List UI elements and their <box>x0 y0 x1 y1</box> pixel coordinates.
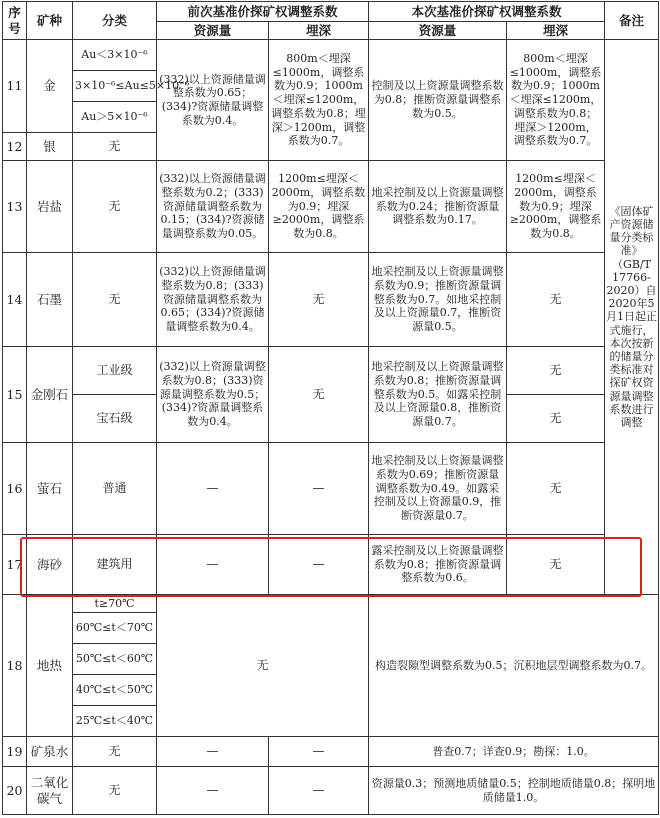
curr-depth-cell: 无 <box>507 535 605 595</box>
mineral-adjustment-table <box>2 1 659 815</box>
category-cell: 工业级 <box>73 347 157 395</box>
category-cell: 无 <box>73 253 157 347</box>
category-cell: 3×10⁻⁶≤Au≤5×10⁻⁶ <box>73 71 157 102</box>
prev-depth-cell: 无 <box>269 253 369 347</box>
category-cell: 60℃≤t＜70℃ <box>73 613 157 644</box>
curr-depth-cell: 无 <box>507 253 605 347</box>
prev-resource-cell: (332)以上资源储量调整系数为0.65；(334)?资源储量调整系数为0.4。 <box>157 40 269 161</box>
curr-resource-cell: 地采控制及以上资源量调整系数为0.8；推断资源量调整系数为0.5。如露采控制及以上资源量0.8，推断资源量0.7。 <box>369 347 507 443</box>
mineral-name: 地热 <box>27 595 73 737</box>
header-curr-depth: 埋深 <box>507 22 605 40</box>
header-prev-group: 前次基准价探矿权调整系数 <box>157 2 369 22</box>
row-no: 12 <box>3 133 27 161</box>
prev-resource-cell: — <box>157 767 269 815</box>
mineral-name: 金刚石 <box>27 347 73 443</box>
mineral-name: 金 <box>27 40 73 133</box>
prev-depth-cell: 800m＜埋深≤1000m，调整系数为0.9；1000m＜埋深≤1200m，调整系数为0.8；埋深＞1200m，调整系数为0.7。 <box>269 40 369 161</box>
prev-depth-cell: — <box>269 535 369 595</box>
category-cell: 无 <box>73 767 157 815</box>
remark-cell: 《固体矿产资源储量分类标准》（GB/T 17766-2020）自2020年5月1日起正式施行，本次按新的储量分类标准对探矿权资源量调整系数进行调整 <box>605 40 659 595</box>
category-cell: Au＞5×10⁻⁶ <box>73 102 157 133</box>
row-no: 13 <box>3 161 27 253</box>
curr-resource-cell: 地采控制及以上资源量调整系数为0.9；推断资源量调整系数为0.7。如地采控制及以上资源量0.7，推断资源量0.5。 <box>369 253 507 347</box>
row-no: 19 <box>3 737 27 767</box>
prev-depth-cell: 1200m≤埋深＜2000m，调整系数为0.9；埋深≥2000m，调整系数为0.8。 <box>269 161 369 253</box>
row-no: 17 <box>3 535 27 595</box>
prev-resource-cell: (332)以上资源储量调整系数为0.2；(333)资源储量调整系数为0.15；(334)?资源储量调整系数为0.05。 <box>157 161 269 253</box>
header-curr-group: 本次基准价探矿权调整系数 <box>369 2 605 22</box>
header-prev-depth: 埋深 <box>269 22 369 40</box>
header-curr-resource: 资源量 <box>369 22 507 40</box>
curr-depth-cell: 800m＜埋深≤1000m，调整系数为0.9；1000m＜埋深≤1200m，调整系数为0.8；埋深＞1200m，调整系数为0.7。 <box>507 40 605 161</box>
curr-resource-cell: 控制及以上资源量调整系数为0.8；推断资源量调整系数为0.5。 <box>369 40 507 161</box>
category-cell: 40℃≤t＜50℃ <box>73 675 157 706</box>
header-mineral: 矿种 <box>27 2 73 40</box>
category-cell: Au＜3×10⁻⁶ <box>73 40 157 71</box>
curr-depth-cell: 1200m≤埋深＜2000m，调整系数为0.9；埋深≥2000m，调整系数为0.8。 <box>507 161 605 253</box>
header-prev-resource: 资源量 <box>157 22 269 40</box>
row-no: 11 <box>3 40 27 133</box>
prev-depth-cell: 无 <box>269 347 369 443</box>
prev-resource-cell: — <box>157 443 269 535</box>
category-cell: 无 <box>73 161 157 253</box>
prev-resource-cell: (332)以上资源量调整系数为0.8；(333)资源量调整系数为0.5；(334)?资源量调整系数为0.4。 <box>157 347 269 443</box>
category-cell: 建筑用 <box>73 535 157 595</box>
prev-cell: 无 <box>157 595 369 737</box>
header-category: 分类 <box>73 2 157 40</box>
category-cell: 25℃≤t＜40℃ <box>73 706 157 737</box>
category-cell: 无 <box>73 737 157 767</box>
header-no: 序号 <box>3 2 27 40</box>
prev-resource-cell: (332)以上资源储量调整系数为0.8；(333)资源储量调整系数为0.65；(334)?资源储量调整系数为0.4。 <box>157 253 269 347</box>
prev-resource-cell: — <box>157 535 269 595</box>
prev-depth-cell: — <box>269 443 369 535</box>
prev-depth-cell: — <box>269 767 369 815</box>
mineral-name: 海砂 <box>27 535 73 595</box>
curr-resource-cell: 地采控制及以上资源量调整系数为0.69；推断资源量调整系数为0.49。如露采控制及以上资源量0.9，推断资源量0.7。 <box>369 443 507 535</box>
curr-cell: 构造裂隙型调整系数为0.5；沉积地层型调整系数为0.7。 <box>369 595 659 737</box>
curr-resource-cell: 地采控制及以上资源量调整系数为0.24；推断资源量调整系数为0.17。 <box>369 161 507 253</box>
category-cell: 50℃≤t＜60℃ <box>73 644 157 675</box>
curr-depth-cell: 无 <box>507 347 605 395</box>
row-no: 20 <box>3 767 27 815</box>
row-no: 15 <box>3 347 27 443</box>
prev-resource-cell: — <box>157 737 269 767</box>
mineral-name: 岩盐 <box>27 161 73 253</box>
row-no: 16 <box>3 443 27 535</box>
row-no: 18 <box>3 595 27 737</box>
mineral-name: 银 <box>27 133 73 161</box>
category-cell: 无 <box>73 133 157 161</box>
curr-depth-cell: 无 <box>507 443 605 535</box>
prev-depth-cell: — <box>269 737 369 767</box>
category-cell: 宝石级 <box>73 395 157 443</box>
curr-cell: 普查0.7；详查0.9；勘探：1.0。 <box>369 737 659 767</box>
mineral-name: 萤石 <box>27 443 73 535</box>
curr-depth-cell: 无 <box>507 395 605 443</box>
curr-cell: 资源量0.3；预测地质储量0.5；控制地质储量0.8；探明地质储量1.0。 <box>369 767 659 815</box>
row-no: 14 <box>3 253 27 347</box>
header-remark: 备注 <box>605 2 659 40</box>
category-cell: t≥70℃ <box>73 595 157 613</box>
mineral-name: 二氧化碳气 <box>27 767 73 815</box>
mineral-name: 矿泉水 <box>27 737 73 767</box>
mineral-name: 石墨 <box>27 253 73 347</box>
category-cell: 普通 <box>73 443 157 535</box>
curr-resource-cell: 露采控制及以上资源量调整系数为0.8；推断资源量调整系数为0.6。 <box>369 535 507 595</box>
